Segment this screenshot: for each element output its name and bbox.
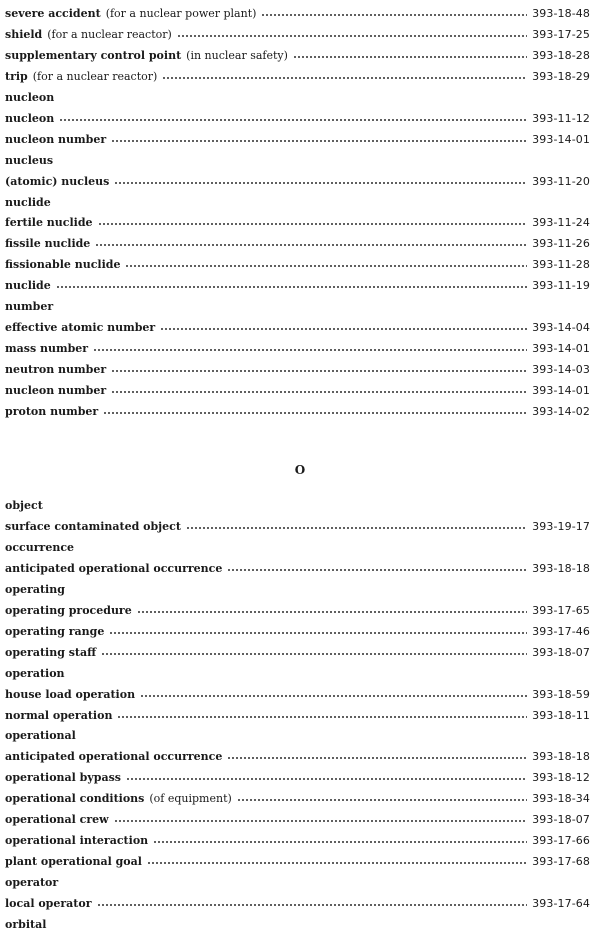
entry-term: supplementary control point: [5, 48, 182, 62]
entry-term: (atomic) nucleus: [5, 174, 110, 188]
entry-term: house load operation: [5, 687, 136, 701]
entry-term: mass number: [5, 341, 89, 355]
index-entry: [5, 683, 590, 705]
dot-leader: [56, 286, 527, 288]
index-entry: [5, 23, 590, 45]
dot-leader: [126, 778, 527, 780]
entry-qualifier: (in nuclear safety): [186, 48, 288, 62]
index-entry: [5, 515, 590, 537]
entry-reference-number: 393-18-34: [532, 791, 590, 805]
entry-term: operational crew: [5, 812, 109, 826]
entry-term: neutron number: [5, 362, 107, 376]
entry-reference-number: 393-18-18: [532, 561, 590, 575]
index-group-heading: [5, 295, 590, 317]
entry-term: shield: [5, 27, 43, 41]
entry-reference-number: 393-17-68: [532, 854, 590, 868]
entry-term: operational conditions: [5, 791, 145, 805]
dot-leader: [186, 527, 527, 529]
entry-reference-number: 393-18-29: [532, 69, 590, 83]
index-entry: [5, 787, 590, 809]
entry-reference-number: 393-18-07: [532, 645, 590, 659]
entry-term: nuclide: [5, 278, 51, 292]
dot-leader: [109, 632, 527, 634]
index-entry: [5, 641, 590, 663]
entry-qualifier: (for a nuclear reactor): [47, 27, 172, 41]
dot-leader: [140, 695, 527, 697]
entry-reference-number: 393-18-28: [532, 48, 590, 62]
entry-term: operating staff: [5, 645, 97, 659]
entry-reference-number: 393-11-24: [532, 215, 590, 229]
entry-reference-number: 393-17-46: [532, 624, 590, 638]
dot-leader: [101, 653, 527, 655]
dot-leader: [153, 841, 527, 843]
entry-reference-number: 393-11-20: [532, 174, 590, 188]
entry-term: fissionable nuclide: [5, 257, 121, 271]
index-entry: [5, 358, 590, 380]
index-entry: [5, 2, 590, 24]
index-entry: [5, 850, 590, 872]
entry-term: proton number: [5, 404, 99, 418]
index-group-heading: [5, 536, 590, 558]
entry-reference-number: 393-11-12: [532, 111, 590, 125]
dot-leader: [177, 35, 527, 37]
index-entry: [5, 337, 590, 359]
entry-term: occurrence: [5, 540, 75, 554]
entry-term: operating: [5, 582, 65, 596]
dot-leader: [103, 412, 527, 414]
index-group-heading: [5, 578, 590, 600]
index-entry: [5, 766, 590, 788]
entry-reference-number: 393-18-18: [532, 749, 590, 763]
entry-term: severe accident: [5, 6, 101, 20]
index-entry: [5, 704, 590, 726]
dot-leader: [111, 391, 527, 393]
entry-reference-number: 393-17-25: [532, 27, 590, 41]
entry-term: nucleus: [5, 153, 54, 167]
index-entry: [5, 44, 590, 66]
dot-leader: [160, 328, 527, 330]
index-group-heading: [5, 871, 590, 893]
entry-reference-number: 393-14-02: [532, 404, 590, 418]
index-entry: [5, 892, 590, 914]
index-group-heading: [5, 913, 590, 935]
index-entry: [5, 620, 590, 642]
index-entry: [5, 128, 590, 150]
entry-term: operational bypass: [5, 770, 121, 784]
entry-term: local operator: [5, 896, 92, 910]
entry-term: operation: [5, 666, 65, 680]
entry-reference-number: 393-14-01: [532, 341, 590, 355]
entry-term: fissile nuclide: [5, 236, 91, 250]
entry-qualifier: (of equipment): [149, 791, 232, 805]
entry-reference-number: 393-17-65: [532, 603, 590, 617]
entry-reference-number: 393-18-48: [532, 6, 590, 20]
index-group-heading: [5, 494, 590, 516]
dot-leader: [137, 611, 527, 613]
index-entry: [5, 232, 590, 254]
entry-reference-number: 393-14-04: [532, 320, 590, 334]
entry-reference-number: 393-14-01: [532, 132, 590, 146]
entry-term: nuclide: [5, 195, 51, 209]
entry-reference-number: 393-18-12: [532, 770, 590, 784]
index-group-heading: [5, 191, 590, 213]
dot-leader: [93, 349, 527, 351]
entry-term: operational interaction: [5, 833, 149, 847]
entry-reference-number: 393-11-19: [532, 278, 590, 292]
entry-term: effective atomic number: [5, 320, 156, 334]
entry-term: operating procedure: [5, 603, 132, 617]
index-entry: [5, 808, 590, 830]
entry-reference-number: 393-19-17: [532, 519, 590, 533]
entry-term: anticipated operational occurrence: [5, 561, 223, 575]
index-entry: [5, 557, 590, 579]
entry-term: anticipated operational occurrence: [5, 749, 223, 763]
entry-reference-number: 393-11-28: [532, 257, 590, 271]
entry-term: nucleon number: [5, 383, 107, 397]
dot-leader: [97, 904, 528, 906]
dot-leader: [98, 223, 528, 225]
index-entry: [5, 274, 590, 296]
entry-term: number: [5, 299, 54, 313]
index-entry: [5, 65, 590, 87]
entry-term: normal operation: [5, 708, 113, 722]
dot-leader: [117, 716, 527, 718]
dot-leader: [111, 140, 527, 142]
index-entry: [5, 745, 590, 767]
entry-term: object: [5, 498, 43, 512]
index-entry: [5, 170, 590, 192]
index-group-heading: [5, 149, 590, 171]
index-group-heading: [5, 86, 590, 108]
dot-leader: [111, 370, 527, 372]
entry-reference-number: 393-18-11: [532, 708, 590, 722]
index-group-heading: [5, 724, 590, 746]
entry-reference-number: 393-17-64: [532, 896, 590, 910]
index-entry: [5, 211, 590, 233]
entry-reference-number: 393-11-26: [532, 236, 590, 250]
entry-term: plant operational goal: [5, 854, 142, 868]
entry-term: trip: [5, 69, 28, 83]
index-entry: [5, 829, 590, 851]
entry-qualifier: (for a nuclear power plant): [105, 6, 257, 20]
entry-term: nucleon number: [5, 132, 107, 146]
index-entry: [5, 316, 590, 338]
index-entry: [5, 400, 590, 422]
index-entry: [5, 379, 590, 401]
dot-leader: [147, 862, 527, 864]
index-entry: [5, 599, 590, 621]
dot-leader: [114, 820, 528, 822]
entry-reference-number: 393-18-07: [532, 812, 590, 826]
entry-term: surface contaminated object: [5, 519, 181, 533]
dot-leader: [162, 77, 527, 79]
dot-leader: [227, 569, 527, 571]
dot-leader: [95, 244, 527, 246]
index-entry: [5, 253, 590, 275]
entry-reference-number: 393-14-03: [532, 362, 590, 376]
dot-leader: [293, 56, 527, 58]
entry-term: operator: [5, 875, 59, 889]
entry-term: orbital: [5, 917, 47, 931]
index-group-heading: [5, 662, 590, 684]
entry-term: nucleon: [5, 90, 55, 104]
dot-leader: [114, 182, 527, 184]
entry-term: operational: [5, 728, 76, 742]
section-letter-heading: O: [294, 463, 306, 477]
dot-leader: [261, 14, 527, 16]
entry-reference-number: 393-14-01: [532, 383, 590, 397]
entry-term: nucleon: [5, 111, 55, 125]
dot-leader: [227, 757, 527, 759]
entry-qualifier: (for a nuclear reactor): [32, 69, 158, 83]
dot-leader: [59, 119, 527, 121]
dot-leader: [125, 265, 527, 267]
entry-reference-number: 393-17-66: [532, 833, 590, 847]
entry-term: operating range: [5, 624, 105, 638]
entry-reference-number: 393-18-59: [532, 687, 590, 701]
dot-leader: [237, 799, 527, 801]
entry-term: fertile nuclide: [5, 215, 93, 229]
index-entry: [5, 107, 590, 129]
